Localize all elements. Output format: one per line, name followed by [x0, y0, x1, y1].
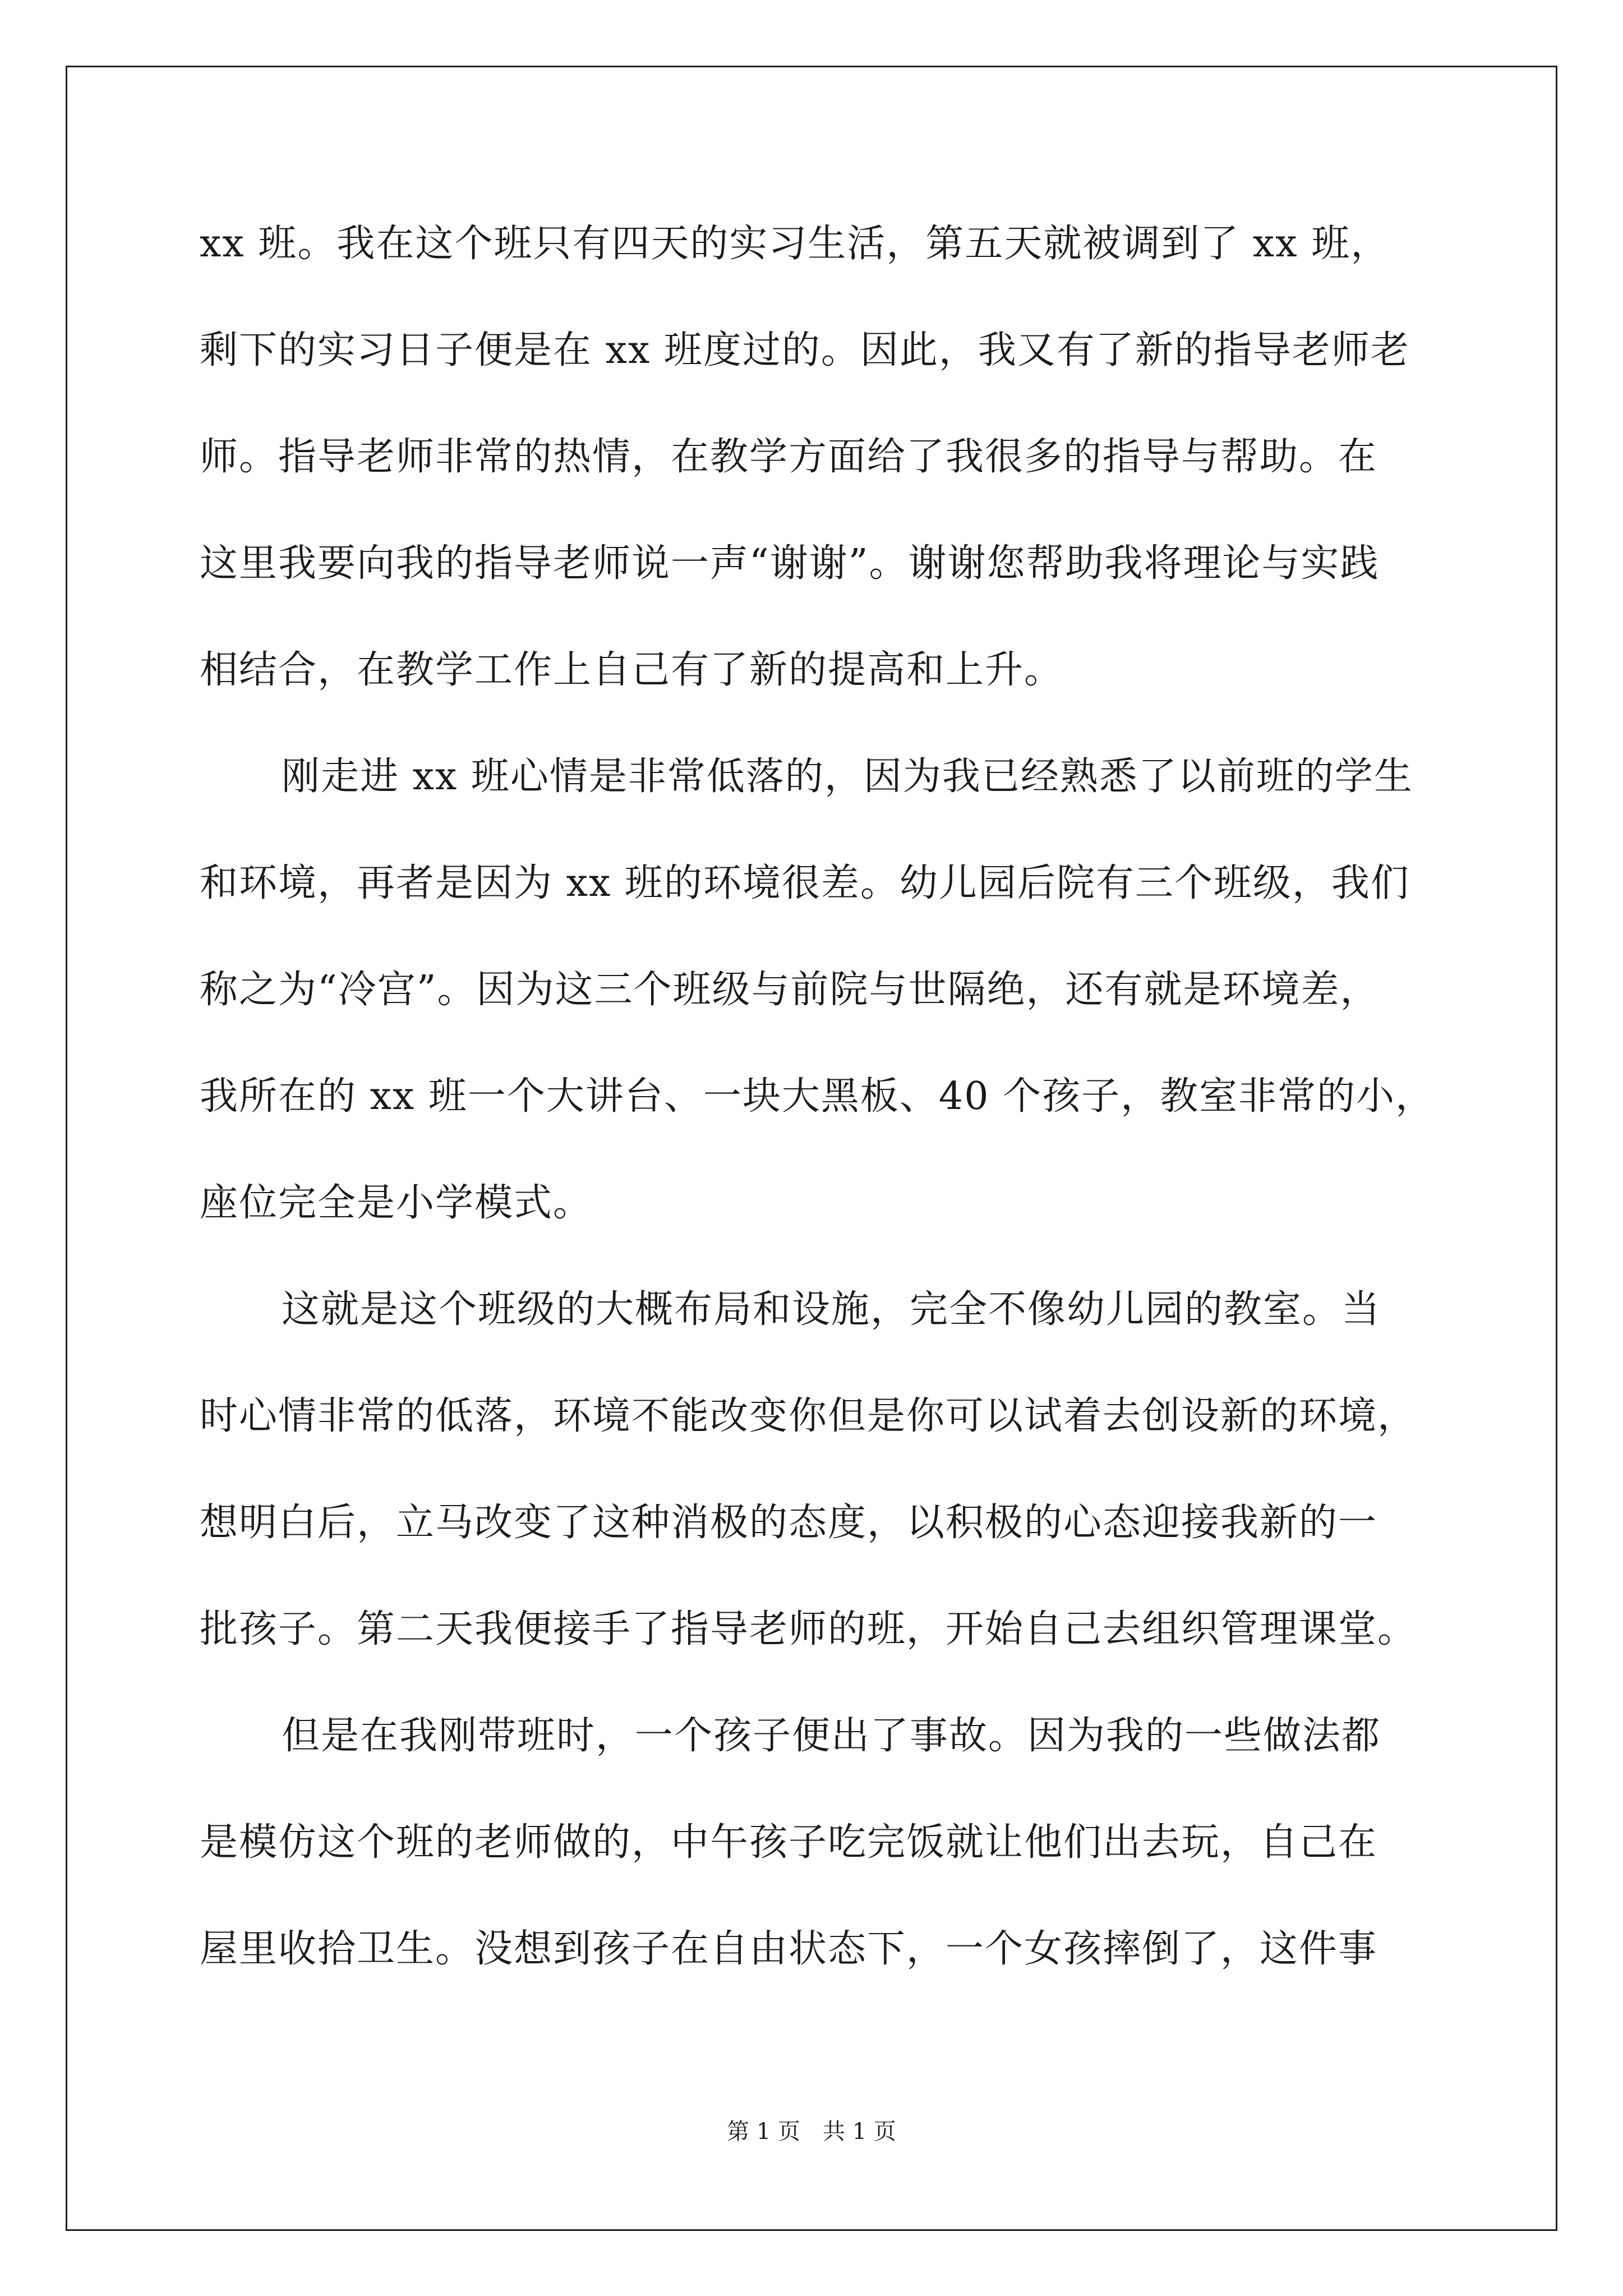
- text-line: 师。指导老师非常的热情，在教学方面给了我很多的指导与帮助。在: [200, 435, 1378, 479]
- text-line: 这里我要向我的指导老师说一声“谢谢”。谢谢您帮助我将理论与实践: [200, 541, 1380, 586]
- page-border: [66, 66, 1557, 2231]
- text-line: 想明白后，立马改变了这种消极的态度，以积极的心态迎接我新的一: [200, 1501, 1378, 1545]
- text-line: xx 班。我在这个班只有四天的实习生活，第五天就被调到了 xx 班，: [200, 222, 1390, 266]
- text-line: 剩下的实习日子便是在 xx 班度过的。因此，我又有了新的指导老师老: [200, 328, 1410, 372]
- paragraph-first-line: 这就是这个班级的大概布局和设施，完全不像幼儿园的教室。当: [282, 1287, 1381, 1332]
- paragraph-first-line: 刚走进 xx 班心情是非常低落的，因为我已经熟悉了以前班的学生: [282, 754, 1413, 799]
- text-line: 我所在的 xx 班一个大讲台、一块大黑板、40 个孩子，教室非常的小，: [200, 1074, 1435, 1119]
- text-line: 相结合，在教学工作上自己有了新的提高和上升。: [200, 648, 1064, 692]
- text-line: 和环境，再者是因为 xx 班的环境很差。幼儿园后院有三个班级，我们: [200, 861, 1410, 905]
- text-line: 批孩子。第二天我便接手了指导老师的班，开始自己去组织管理课堂。: [200, 1607, 1417, 1651]
- text-line: 是模仿这个班的老师做的，中午孩子吃完饭就让他们出去玩，自己在: [200, 1820, 1378, 1865]
- paragraph-first-line: 但是在我刚带班时，一个孩子便出了事故。因为我的一些做法都: [282, 1714, 1381, 1758]
- page-number: 第 1 页 共 1 页: [727, 2119, 896, 2145]
- text-line: 屋里收拾卫生。没想到孩子在自由状态下，一个女孩摔倒了，这件事: [200, 1927, 1378, 1971]
- text-line: 座位完全是小学模式。: [200, 1181, 593, 1225]
- text-line: 称之为“冷宫”。因为这三个班级与前院与世隔绝，还有就是环境差，: [200, 968, 1380, 1012]
- text-line: 时心情非常的低落，环境不能改变你但是你可以试着去创设新的环境，: [200, 1394, 1417, 1438]
